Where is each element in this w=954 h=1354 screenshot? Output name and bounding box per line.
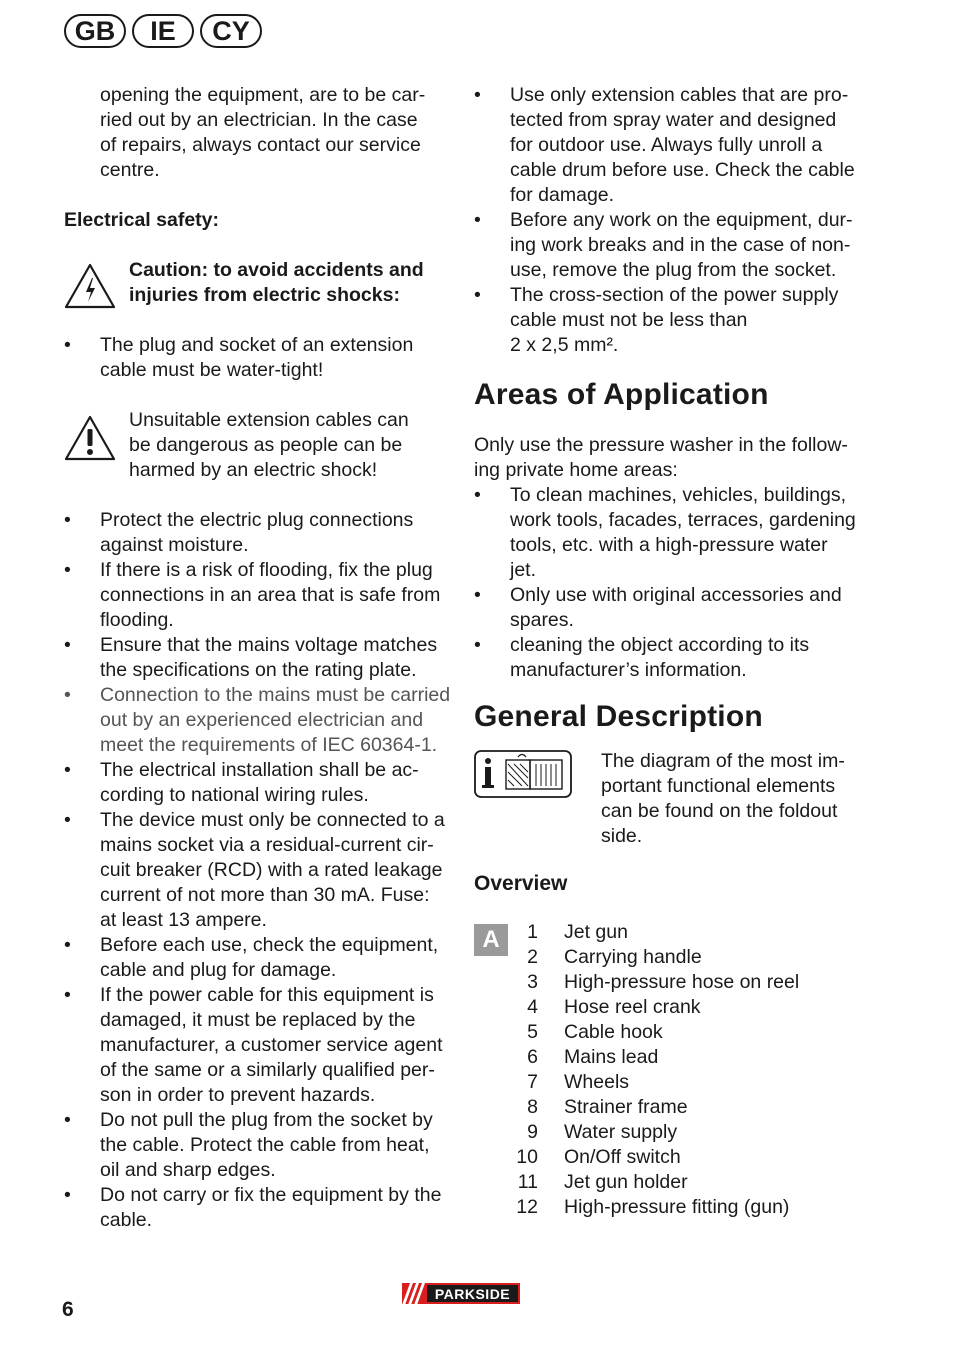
list-item (474, 208, 874, 283)
caution-electric-shock (64, 258, 454, 308)
text-line: If the power cable for this equipment is (100, 984, 434, 1006)
overview-item (500, 1145, 874, 1170)
text-line: spares. (510, 609, 574, 631)
list-item (474, 483, 874, 583)
overview-item (500, 1120, 874, 1145)
list-item: • The plug and socket of an extension cable must be water-tight! (64, 333, 454, 383)
text-line: The plug and socket of an extension (100, 334, 414, 356)
text-line: of the same or a similarly qualified per- (100, 1059, 435, 1081)
text-line: tools, etc. with a high-pressure water (510, 534, 828, 556)
text-line: the cable. Protect the cable from heat, (100, 1134, 430, 1156)
overview-item-label: High-pressure hose on reel (564, 971, 800, 993)
list-item (64, 558, 454, 633)
list-item (474, 583, 874, 633)
overview-item-label: On/Off switch (564, 1146, 681, 1168)
text-line: cable drum before use. Check the cable (510, 159, 855, 181)
bullet-mark: • (64, 559, 71, 581)
text-line: work tools, facades, terraces, gardening (510, 509, 856, 531)
text-line: Ensure that the mains voltage matches (100, 634, 438, 656)
list-item (474, 283, 874, 358)
bullet-mark: • (474, 84, 481, 106)
text-line: injuries from electric shocks: (129, 284, 400, 306)
bullet-mark: • (64, 934, 71, 956)
overview-item (500, 970, 874, 995)
overview-item (500, 920, 874, 945)
text-line: Caution: to avoid accidents and (129, 259, 424, 281)
text-line: current of not more than 30 mA. Fuse: (100, 884, 430, 906)
overview-item-number: 9 (527, 1121, 538, 1143)
overview-item (500, 1070, 874, 1095)
text-line: meet the requirements of IEC 60364-1. (100, 734, 438, 756)
text-line: cable and plug for damage. (100, 959, 337, 981)
overview-item-number: 6 (527, 1046, 538, 1068)
bullet-mark: • (64, 809, 71, 831)
info-foldout-icon (474, 750, 572, 798)
bullet-mark: • (64, 759, 71, 781)
overview-item (500, 1045, 874, 1070)
overview-item-number: 4 (527, 996, 538, 1018)
text-line: use, remove the plug from the socket. (510, 259, 837, 281)
overview-item (500, 1195, 874, 1220)
text-line: son in order to prevent hazards. (100, 1084, 376, 1106)
general-description-heading: General Description (474, 700, 763, 733)
bullet-mark: • (64, 984, 71, 1006)
text-line: be dangerous as people can be (129, 434, 403, 456)
text-line: oil and sharp edges. (100, 1159, 276, 1181)
intro-paragraph (64, 83, 454, 183)
text-line: Protect the electric plug connections (100, 509, 414, 531)
text-line: of repairs, always contact our service (100, 134, 421, 156)
overview-badge-a: A (474, 924, 508, 956)
list-item (474, 633, 874, 683)
bullet-mark: • (474, 284, 481, 306)
text-line: 2 x 2,5 mm². (510, 334, 619, 356)
overview-item (500, 1170, 874, 1195)
text-line: Only use the pressure washer in the follow- (474, 434, 848, 456)
overview-heading: Overview (474, 872, 568, 895)
text-line: Before each use, check the equipment, (100, 934, 439, 956)
warning-extension-cables (64, 408, 454, 483)
text-line: opening the equipment, are to be car- (100, 84, 426, 106)
overview-item-label: High-pressure fitting (gun) (564, 1196, 790, 1218)
text-line: Connection to the mains must be carried (100, 684, 451, 706)
electrical-safety-heading: Electrical safety: (64, 209, 220, 231)
text-line: can be found on the foldout (601, 800, 838, 822)
overview-item (500, 945, 874, 970)
overview-item-label: Hose reel crank (564, 996, 701, 1018)
bullet-mark: • (474, 584, 481, 606)
electrical-safety-list (64, 508, 454, 1233)
overview-item-number: 8 (527, 1096, 538, 1118)
text-line: portant functional elements (601, 775, 836, 797)
bullet-mark: • (64, 634, 71, 656)
bullet-mark: • (474, 634, 481, 656)
logo-wordmark: PARKSIDE (427, 1283, 520, 1304)
text-line: Before any work on the equipment, dur- (510, 209, 853, 231)
text-line: The cross-section of the power supply (510, 284, 839, 306)
overview-list (474, 920, 874, 1220)
electric-hazard-warning-icon (64, 262, 116, 310)
overview-item-label: Cable hook (564, 1021, 663, 1043)
country-badge-gb: GB (64, 14, 126, 48)
list-item (474, 83, 874, 208)
overview-item-label: Carrying handle (564, 946, 702, 968)
areas-intro (474, 433, 874, 483)
text-line: The device must only be connected to a (100, 809, 445, 831)
text-line: out by an experienced electrician and (100, 709, 424, 731)
overview-item-label: Jet gun holder (564, 1171, 688, 1193)
country-badges (64, 14, 262, 48)
text-line: The electrical installation shall be ac- (100, 759, 419, 781)
text-line: cable. (100, 1209, 153, 1231)
list-item (64, 1108, 454, 1183)
logo-stripes (402, 1283, 427, 1304)
text-line: centre. (100, 159, 160, 181)
text-line: ing work breaks and in the case of non- (510, 234, 851, 256)
overview-item-label: Wheels (564, 1071, 630, 1093)
list-item (64, 508, 454, 558)
extension-cable-list (474, 83, 874, 358)
text-line: cable must not be less than (510, 309, 748, 331)
text-line: Use only extension cables that are pro- (510, 84, 849, 106)
overview-item-label: Mains lead (564, 1046, 659, 1068)
text-line: against moisture. (100, 534, 249, 556)
bullet-mark: • (474, 484, 481, 506)
text-line: cleaning the object according to its (510, 634, 810, 656)
text-line: harmed by an electric shock! (129, 459, 378, 481)
bullet-mark: • (474, 209, 481, 231)
overview-item-number: 2 (527, 946, 538, 968)
overview-item-number: 7 (527, 1071, 538, 1093)
bullet-mark: • (64, 1184, 71, 1206)
list-item (64, 808, 454, 933)
list-item (64, 1183, 454, 1233)
country-badge-ie: IE (132, 14, 194, 48)
text-line: for damage. (510, 184, 615, 206)
parkside-logo (402, 1283, 520, 1304)
general-description-info (474, 749, 874, 849)
text-line: cable must be water-tight! (100, 359, 324, 381)
country-badge-cy: CY (200, 14, 262, 48)
text-line: Do not pull the plug from the socket by (100, 1109, 433, 1131)
text-line: ing private home areas: (474, 459, 678, 481)
overview-item-number: 11 (517, 1171, 538, 1193)
list-item (64, 758, 454, 808)
text-line: cuit breaker (RCD) with a rated leakage (100, 859, 443, 881)
text-line: manufacturer’s information. (510, 659, 747, 681)
bullet-mark: • (64, 509, 71, 531)
list-item (64, 983, 454, 1108)
areas-list (474, 483, 874, 683)
overview-item-number: 1 (527, 921, 538, 943)
text-line: connections in an area that is safe from (100, 584, 441, 606)
list-item (64, 933, 454, 983)
exclamation-warning-icon (64, 414, 116, 462)
text-line: cording to national wiring rules. (100, 784, 369, 806)
text-line: damaged, it must be replaced by the (100, 1009, 416, 1031)
list-item (64, 633, 454, 683)
text-line: ried out by an electrician. In the case (100, 109, 418, 131)
overview-item (500, 1095, 874, 1120)
overview-item-number: 5 (527, 1021, 538, 1043)
text-line: The diagram of the most im- (601, 750, 845, 772)
text-line: at least 13 ampere. (100, 909, 267, 931)
overview-item-number: 3 (527, 971, 538, 993)
left-column (64, 83, 454, 1233)
text-line: To clean machines, vehicles, buildings, (510, 484, 847, 506)
text-line: the specifications on the rating plate. (100, 659, 417, 681)
overview-item (500, 995, 874, 1020)
text-line: tected from spray water and designed (510, 109, 837, 131)
text-line: jet. (510, 559, 537, 581)
text-line: Do not carry or fix the equipment by the (100, 1184, 442, 1206)
text-line: for outdoor use. Always fully unroll a (510, 134, 823, 156)
text-line: mains socket via a residual-current cir- (100, 834, 434, 856)
bullet-mark: • (64, 1109, 71, 1131)
bullet-mark: • (64, 684, 71, 706)
overview-item-label: Strainer frame (564, 1096, 688, 1118)
text-line: side. (601, 825, 643, 847)
text-line: flooding. (100, 609, 174, 631)
overview-item-number: 10 (516, 1146, 538, 1168)
overview-item-label: Water supply (564, 1121, 678, 1143)
overview-item-number: 12 (516, 1196, 538, 1218)
list-item (64, 683, 454, 758)
text-line: manufacturer, a customer service agent (100, 1034, 443, 1056)
overview-item (500, 1020, 874, 1045)
overview-item-label: Jet gun (564, 921, 628, 943)
text-line: Only use with original accessories and (510, 584, 842, 606)
page-number: 6 (62, 1298, 74, 1321)
right-column (474, 83, 874, 1220)
text-line: If there is a risk of flooding, fix the plug (100, 559, 433, 581)
areas-of-application-heading: Areas of Application (474, 378, 769, 411)
text-line: Unsuitable extension cables can (129, 409, 409, 431)
